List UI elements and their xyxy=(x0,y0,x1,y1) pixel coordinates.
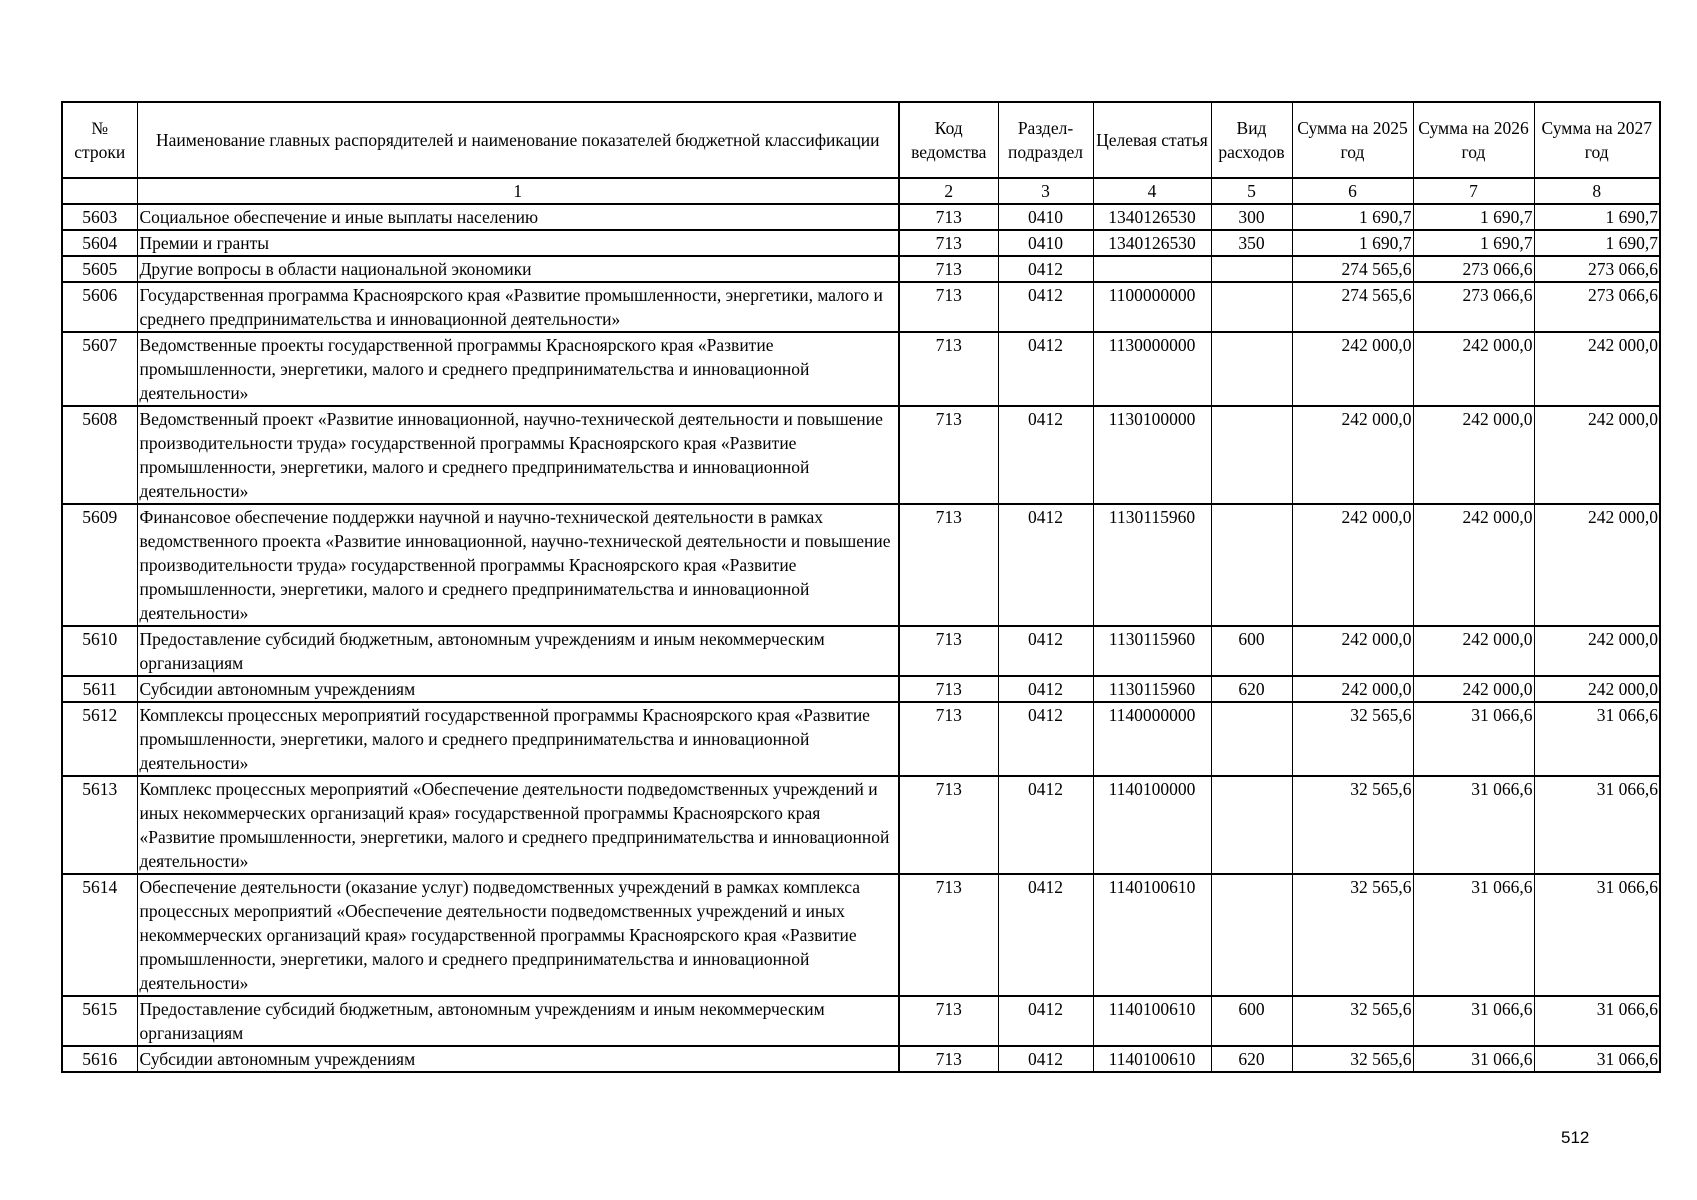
table-row xyxy=(62,256,1660,282)
row-number-cell: 5612 xyxy=(62,702,137,776)
section-cell: 0412 xyxy=(998,332,1093,406)
target-article-cell: 1140100000 xyxy=(1093,776,1211,874)
column-number: 5 xyxy=(1211,178,1292,204)
row-number-cell: 5605 xyxy=(62,256,137,282)
sum-2026-cell: 242 000,0 xyxy=(1413,332,1534,406)
section-cell: 0412 xyxy=(998,676,1093,702)
section-cell: 0412 xyxy=(998,626,1093,676)
department-code-cell: 713 xyxy=(899,626,998,676)
table-row xyxy=(62,1046,1660,1072)
target-article-cell: 1140100610 xyxy=(1093,1046,1211,1072)
expense-type-cell xyxy=(1211,406,1292,504)
sum-2026-cell: 31 066,6 xyxy=(1413,874,1534,996)
section-cell: 0412 xyxy=(998,406,1093,504)
sum-2026-cell: 242 000,0 xyxy=(1413,504,1534,626)
table-body xyxy=(62,204,1660,1072)
row-number-cell: 5606 xyxy=(62,282,137,332)
sum-2026-cell: 1 690,7 xyxy=(1413,230,1534,256)
name-cell: Финансовое обеспечение поддержки научной и научно-технической деятельности в рамках ведомственного проекта «Развитие инновационной, научно-технической деятельности и повышение производительности труда» государственной программы Красноярского края «Развитие промышленности, энергетики, малого и среднего предпринимательства и инновационной деятельности» xyxy=(137,504,899,626)
sum-2025-cell: 32 565,6 xyxy=(1292,874,1413,996)
sum-2027-cell: 242 000,0 xyxy=(1534,626,1660,676)
department-code-cell: 713 xyxy=(899,776,998,874)
name-cell: Ведомственные проекты государственной программы Красноярского края «Развитие промышленности, энергетики, малого и среднего предпринимательства и инновационной деятельности» xyxy=(137,332,899,406)
sum-2027-cell: 31 066,6 xyxy=(1534,996,1660,1046)
target-article-cell: 1140000000 xyxy=(1093,702,1211,776)
row-number-cell: 5616 xyxy=(62,1046,137,1072)
header-sum-2025: Сумма на 2025 год xyxy=(1292,102,1413,178)
sum-2025-cell: 32 565,6 xyxy=(1292,776,1413,874)
budget-table xyxy=(61,101,1661,1073)
expense-type-cell: 600 xyxy=(1211,996,1292,1046)
target-article-cell: 1130115960 xyxy=(1093,676,1211,702)
section-cell: 0410 xyxy=(998,204,1093,230)
header-target-article: Целевая статья xyxy=(1093,102,1211,178)
name-cell: Субсидии автономным учреждениям xyxy=(137,676,899,702)
target-article-cell: 1340126530 xyxy=(1093,204,1211,230)
header-sum-2026: Сумма на 2026 год xyxy=(1413,102,1534,178)
section-cell: 0412 xyxy=(998,996,1093,1046)
table-row xyxy=(62,282,1660,332)
sum-2025-cell: 242 000,0 xyxy=(1292,676,1413,702)
sum-2027-cell: 242 000,0 xyxy=(1534,406,1660,504)
target-article-cell: 1140100610 xyxy=(1093,874,1211,996)
section-cell: 0412 xyxy=(998,776,1093,874)
table-row xyxy=(62,230,1660,256)
expense-type-cell xyxy=(1211,332,1292,406)
sum-2027-cell: 273 066,6 xyxy=(1534,256,1660,282)
expense-type-cell: 600 xyxy=(1211,626,1292,676)
row-number-cell: 5614 xyxy=(62,874,137,996)
department-code-cell: 713 xyxy=(899,702,998,776)
department-code-cell: 713 xyxy=(899,874,998,996)
column-number xyxy=(62,178,137,204)
section-cell: 0410 xyxy=(998,230,1093,256)
name-cell: Ведомственный проект «Развитие инновационной, научно-технической деятельности и повышение производительности труда» государственной программы Красноярского края «Развитие промышленности, энергетики, малого и среднего предпринимательства и инновационной деятельности» xyxy=(137,406,899,504)
row-number-cell: 5607 xyxy=(62,332,137,406)
name-cell: Субсидии автономным учреждениям xyxy=(137,1046,899,1072)
target-article-cell: 1130115960 xyxy=(1093,626,1211,676)
sum-2026-cell: 242 000,0 xyxy=(1413,406,1534,504)
sum-2025-cell: 242 000,0 xyxy=(1292,504,1413,626)
sum-2027-cell: 273 066,6 xyxy=(1534,282,1660,332)
table-row xyxy=(62,332,1660,406)
name-cell: Обеспечение деятельности (оказание услуг) подведомственных учреждений в рамках комплекса процессных мероприятий «Обеспечение деятельности подведомственных учреждений и иных некоммерческих организаций края» государственной программы Красноярского края «Развитие промышленности, энергетики, малого и среднего предпринимательства и инновационной деятельности» xyxy=(137,874,899,996)
name-cell: Государственная программа Красноярского края «Развитие промышленности, энергетики, малого и среднего предпринимательства и инновационной деятельности» xyxy=(137,282,899,332)
expense-type-cell xyxy=(1211,256,1292,282)
table-row xyxy=(62,676,1660,702)
sum-2027-cell: 242 000,0 xyxy=(1534,332,1660,406)
sum-2026-cell: 242 000,0 xyxy=(1413,676,1534,702)
sum-2026-cell: 1 690,7 xyxy=(1413,204,1534,230)
sum-2026-cell: 273 066,6 xyxy=(1413,282,1534,332)
sum-2025-cell: 242 000,0 xyxy=(1292,626,1413,676)
column-number: 4 xyxy=(1093,178,1211,204)
expense-type-cell: 300 xyxy=(1211,204,1292,230)
sum-2026-cell: 31 066,6 xyxy=(1413,1046,1534,1072)
sum-2025-cell: 242 000,0 xyxy=(1292,406,1413,504)
sum-2026-cell: 31 066,6 xyxy=(1413,776,1534,874)
row-number-cell: 5611 xyxy=(62,676,137,702)
target-article-cell: 1130100000 xyxy=(1093,406,1211,504)
sum-2025-cell: 32 565,6 xyxy=(1292,1046,1413,1072)
table-row xyxy=(62,702,1660,776)
name-cell: Предоставление субсидий бюджетным, автономным учреждениям и иным некоммерческим организациям xyxy=(137,996,899,1046)
department-code-cell: 713 xyxy=(899,332,998,406)
name-cell: Социальное обеспечение и иные выплаты населению xyxy=(137,204,899,230)
name-cell: Премии и гранты xyxy=(137,230,899,256)
target-article-cell: 1130000000 xyxy=(1093,332,1211,406)
sum-2025-cell: 1 690,7 xyxy=(1292,230,1413,256)
department-code-cell: 713 xyxy=(899,504,998,626)
target-article-cell: 1340126530 xyxy=(1093,230,1211,256)
section-cell: 0412 xyxy=(998,256,1093,282)
column-number: 8 xyxy=(1534,178,1660,204)
expense-type-cell xyxy=(1211,776,1292,874)
table-row xyxy=(62,776,1660,874)
sum-2026-cell: 242 000,0 xyxy=(1413,626,1534,676)
table-row xyxy=(62,996,1660,1046)
section-cell: 0412 xyxy=(998,1046,1093,1072)
sum-2026-cell: 31 066,6 xyxy=(1413,702,1534,776)
sum-2026-cell: 31 066,6 xyxy=(1413,996,1534,1046)
sum-2025-cell: 1 690,7 xyxy=(1292,204,1413,230)
header-expense-type: Вид расходов xyxy=(1211,102,1292,178)
department-code-cell: 713 xyxy=(899,996,998,1046)
table-row xyxy=(62,874,1660,996)
expense-type-cell: 620 xyxy=(1211,676,1292,702)
department-code-cell: 713 xyxy=(899,676,998,702)
target-article-cell xyxy=(1093,256,1211,282)
name-cell: Комплексы процессных мероприятий государственной программы Красноярского края «Развитие промышленности, энергетики, малого и среднего предпринимательства и инновационной деятельности» xyxy=(137,702,899,776)
column-number: 6 xyxy=(1292,178,1413,204)
name-cell: Другие вопросы в области национальной экономики xyxy=(137,256,899,282)
expense-type-cell: 350 xyxy=(1211,230,1292,256)
department-code-cell: 713 xyxy=(899,1046,998,1072)
department-code-cell: 713 xyxy=(899,282,998,332)
header-section: Раздел-подраздел xyxy=(998,102,1093,178)
sum-2027-cell: 31 066,6 xyxy=(1534,874,1660,996)
table-row xyxy=(62,504,1660,626)
header-row-number: № строки xyxy=(62,102,137,178)
expense-type-cell xyxy=(1211,702,1292,776)
row-number-cell: 5603 xyxy=(62,204,137,230)
department-code-cell: 713 xyxy=(899,406,998,504)
sum-2027-cell: 242 000,0 xyxy=(1534,504,1660,626)
department-code-cell: 713 xyxy=(899,230,998,256)
row-number-cell: 5609 xyxy=(62,504,137,626)
table-row xyxy=(62,204,1660,230)
header-name: Наименование главных распорядителей и наименование показателей бюджетной классификации xyxy=(137,102,899,178)
expense-type-cell xyxy=(1211,282,1292,332)
column-number: 2 xyxy=(899,178,998,204)
target-article-cell: 1100000000 xyxy=(1093,282,1211,332)
sum-2027-cell: 31 066,6 xyxy=(1534,776,1660,874)
department-code-cell: 713 xyxy=(899,204,998,230)
row-number-cell: 5615 xyxy=(62,996,137,1046)
section-cell: 0412 xyxy=(998,282,1093,332)
column-number: 3 xyxy=(998,178,1093,204)
sum-2027-cell: 242 000,0 xyxy=(1534,676,1660,702)
row-number-cell: 5604 xyxy=(62,230,137,256)
target-article-cell: 1140100610 xyxy=(1093,996,1211,1046)
column-number: 7 xyxy=(1413,178,1534,204)
table-row xyxy=(62,626,1660,676)
section-cell: 0412 xyxy=(998,504,1093,626)
name-cell: Комплекс процессных мероприятий «Обеспечение деятельности подведомственных учреждений и иных некоммерческих организаций края» государственной программы Красноярского края «Развитие промышленности, энергетики, малого и среднего предпринимательства и инновационной деятельности» xyxy=(137,776,899,874)
sum-2027-cell: 1 690,7 xyxy=(1534,204,1660,230)
section-cell: 0412 xyxy=(998,702,1093,776)
sum-2027-cell: 1 690,7 xyxy=(1534,230,1660,256)
header-sum-2027: Сумма на 2027 год xyxy=(1534,102,1660,178)
sum-2026-cell: 273 066,6 xyxy=(1413,256,1534,282)
page-number: 512 xyxy=(1561,1128,1590,1147)
expense-type-cell: 620 xyxy=(1211,1046,1292,1072)
row-number-cell: 5613 xyxy=(62,776,137,874)
sum-2025-cell: 32 565,6 xyxy=(1292,702,1413,776)
header-row xyxy=(62,102,1660,178)
column-number: 1 xyxy=(137,178,899,204)
sum-2025-cell: 274 565,6 xyxy=(1292,282,1413,332)
row-number-cell: 5610 xyxy=(62,626,137,676)
sum-2025-cell: 32 565,6 xyxy=(1292,996,1413,1046)
sum-2027-cell: 31 066,6 xyxy=(1534,1046,1660,1072)
row-number-cell: 5608 xyxy=(62,406,137,504)
section-cell: 0412 xyxy=(998,874,1093,996)
expense-type-cell xyxy=(1211,874,1292,996)
column-number-row xyxy=(62,178,1660,204)
expense-type-cell xyxy=(1211,504,1292,626)
target-article-cell: 1130115960 xyxy=(1093,504,1211,626)
sum-2025-cell: 242 000,0 xyxy=(1292,332,1413,406)
sum-2025-cell: 274 565,6 xyxy=(1292,256,1413,282)
department-code-cell: 713 xyxy=(899,256,998,282)
header-department-code: Код ведомства xyxy=(899,102,998,178)
name-cell: Предоставление субсидий бюджетным, автономным учреждениям и иным некоммерческим организациям xyxy=(137,626,899,676)
sum-2027-cell: 31 066,6 xyxy=(1534,702,1660,776)
table-row xyxy=(62,406,1660,504)
